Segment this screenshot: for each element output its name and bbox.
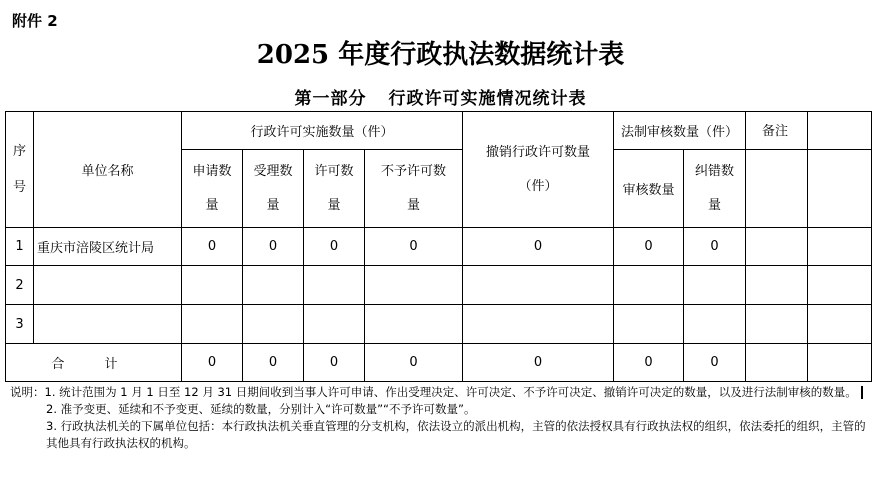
header-group-permit: 行政许可实施数量（件） [182,112,463,150]
header-deny: 不予许可数 量 [365,150,463,228]
row-seq: 3 [6,305,34,344]
header-group-review: 法制审核数量（件） [614,112,746,150]
note-1: 说明：1. 统计范围为 1 月 1 日至 12 月 31 日期间收到当事人许可申请、作出受理决定、许可决定、不予许可决定、撤销许可决定的数量，以及进行法制审核的数量。 [10,384,870,401]
row-extra [808,266,872,305]
text-cursor [861,386,863,399]
total-remark [746,344,808,382]
total-correct: 0 [684,344,746,382]
row-correct: 0 [684,228,746,266]
row-apply [182,266,243,305]
total-revoke: 0 [463,344,614,382]
total-permit: 0 [304,344,365,382]
row-extra [808,305,872,344]
row-apply [182,305,243,344]
row-correct [684,305,746,344]
row-revoke [463,305,614,344]
header-remark-body [746,150,808,228]
row-accept [243,266,304,305]
row-seq: 2 [6,266,34,305]
row-unit [34,266,182,305]
header-correct: 纠错数 量 [684,150,746,228]
table-row [6,228,872,266]
header-unit-name: 单位名称 [34,112,182,228]
row-permit [304,305,365,344]
total-accept: 0 [243,344,304,382]
document-subtitle [0,84,881,109]
header-extra [808,112,872,150]
total-extra [808,344,872,382]
row-accept [243,305,304,344]
attachment-label: 附件 2 [12,12,58,30]
header-remark: 备注 [746,112,808,150]
row-unit: 重庆市涪陵区统计局 [34,228,182,266]
row-deny [365,305,463,344]
header-review: 审核数量 [614,150,684,228]
row-accept: 0 [243,228,304,266]
header-apply: 申请数 量 [182,150,243,228]
subtitle-name: 行政许可实施情况统计表 [388,89,587,109]
row-deny [365,266,463,305]
row-remark [746,228,808,266]
row-apply: 0 [182,228,243,266]
total-row [6,344,872,382]
total-deny: 0 [365,344,463,382]
row-review: 0 [614,228,684,266]
note-2: 2. 准予变更、延续和不予变更、延续的数量，分别计入“许可数量”“不予许可数量”。 [46,402,476,416]
table-row [6,266,872,305]
row-deny: 0 [365,228,463,266]
row-unit [34,305,182,344]
row-remark [746,266,808,305]
document-title: 2025 年度行政执法数据统计表 [256,40,625,70]
note-3: 3. 行政执法机关的下属单位包括：本行政执法机关垂直管理的分支机构，依法设立的派出机构，主管的依法授权具有行政执法权的组织，依法委托的组织，主管的其他具有行政执法权的机构。 [46,419,866,450]
header-accept: 受理数 量 [243,150,304,228]
row-correct [684,266,746,305]
row-permit: 0 [304,228,365,266]
header-seq: 序 号 [6,112,34,228]
row-revoke [463,266,614,305]
header-revoke: 撤销行政许可数量 （件） [463,112,614,228]
row-remark [746,305,808,344]
notes [10,384,870,452]
total-apply: 0 [182,344,243,382]
header-extra-body [808,150,872,228]
row-permit [304,266,365,305]
table-row [6,305,872,344]
row-review [614,305,684,344]
subtitle-part: 第一部分 [294,89,367,109]
total-label: 合 计 [6,344,182,382]
row-review [614,266,684,305]
total-review: 0 [614,344,684,382]
permit-statistics-table [5,111,872,382]
row-seq: 1 [6,228,34,266]
row-revoke: 0 [463,228,614,266]
row-extra [808,228,872,266]
header-permit: 许可数 量 [304,150,365,228]
